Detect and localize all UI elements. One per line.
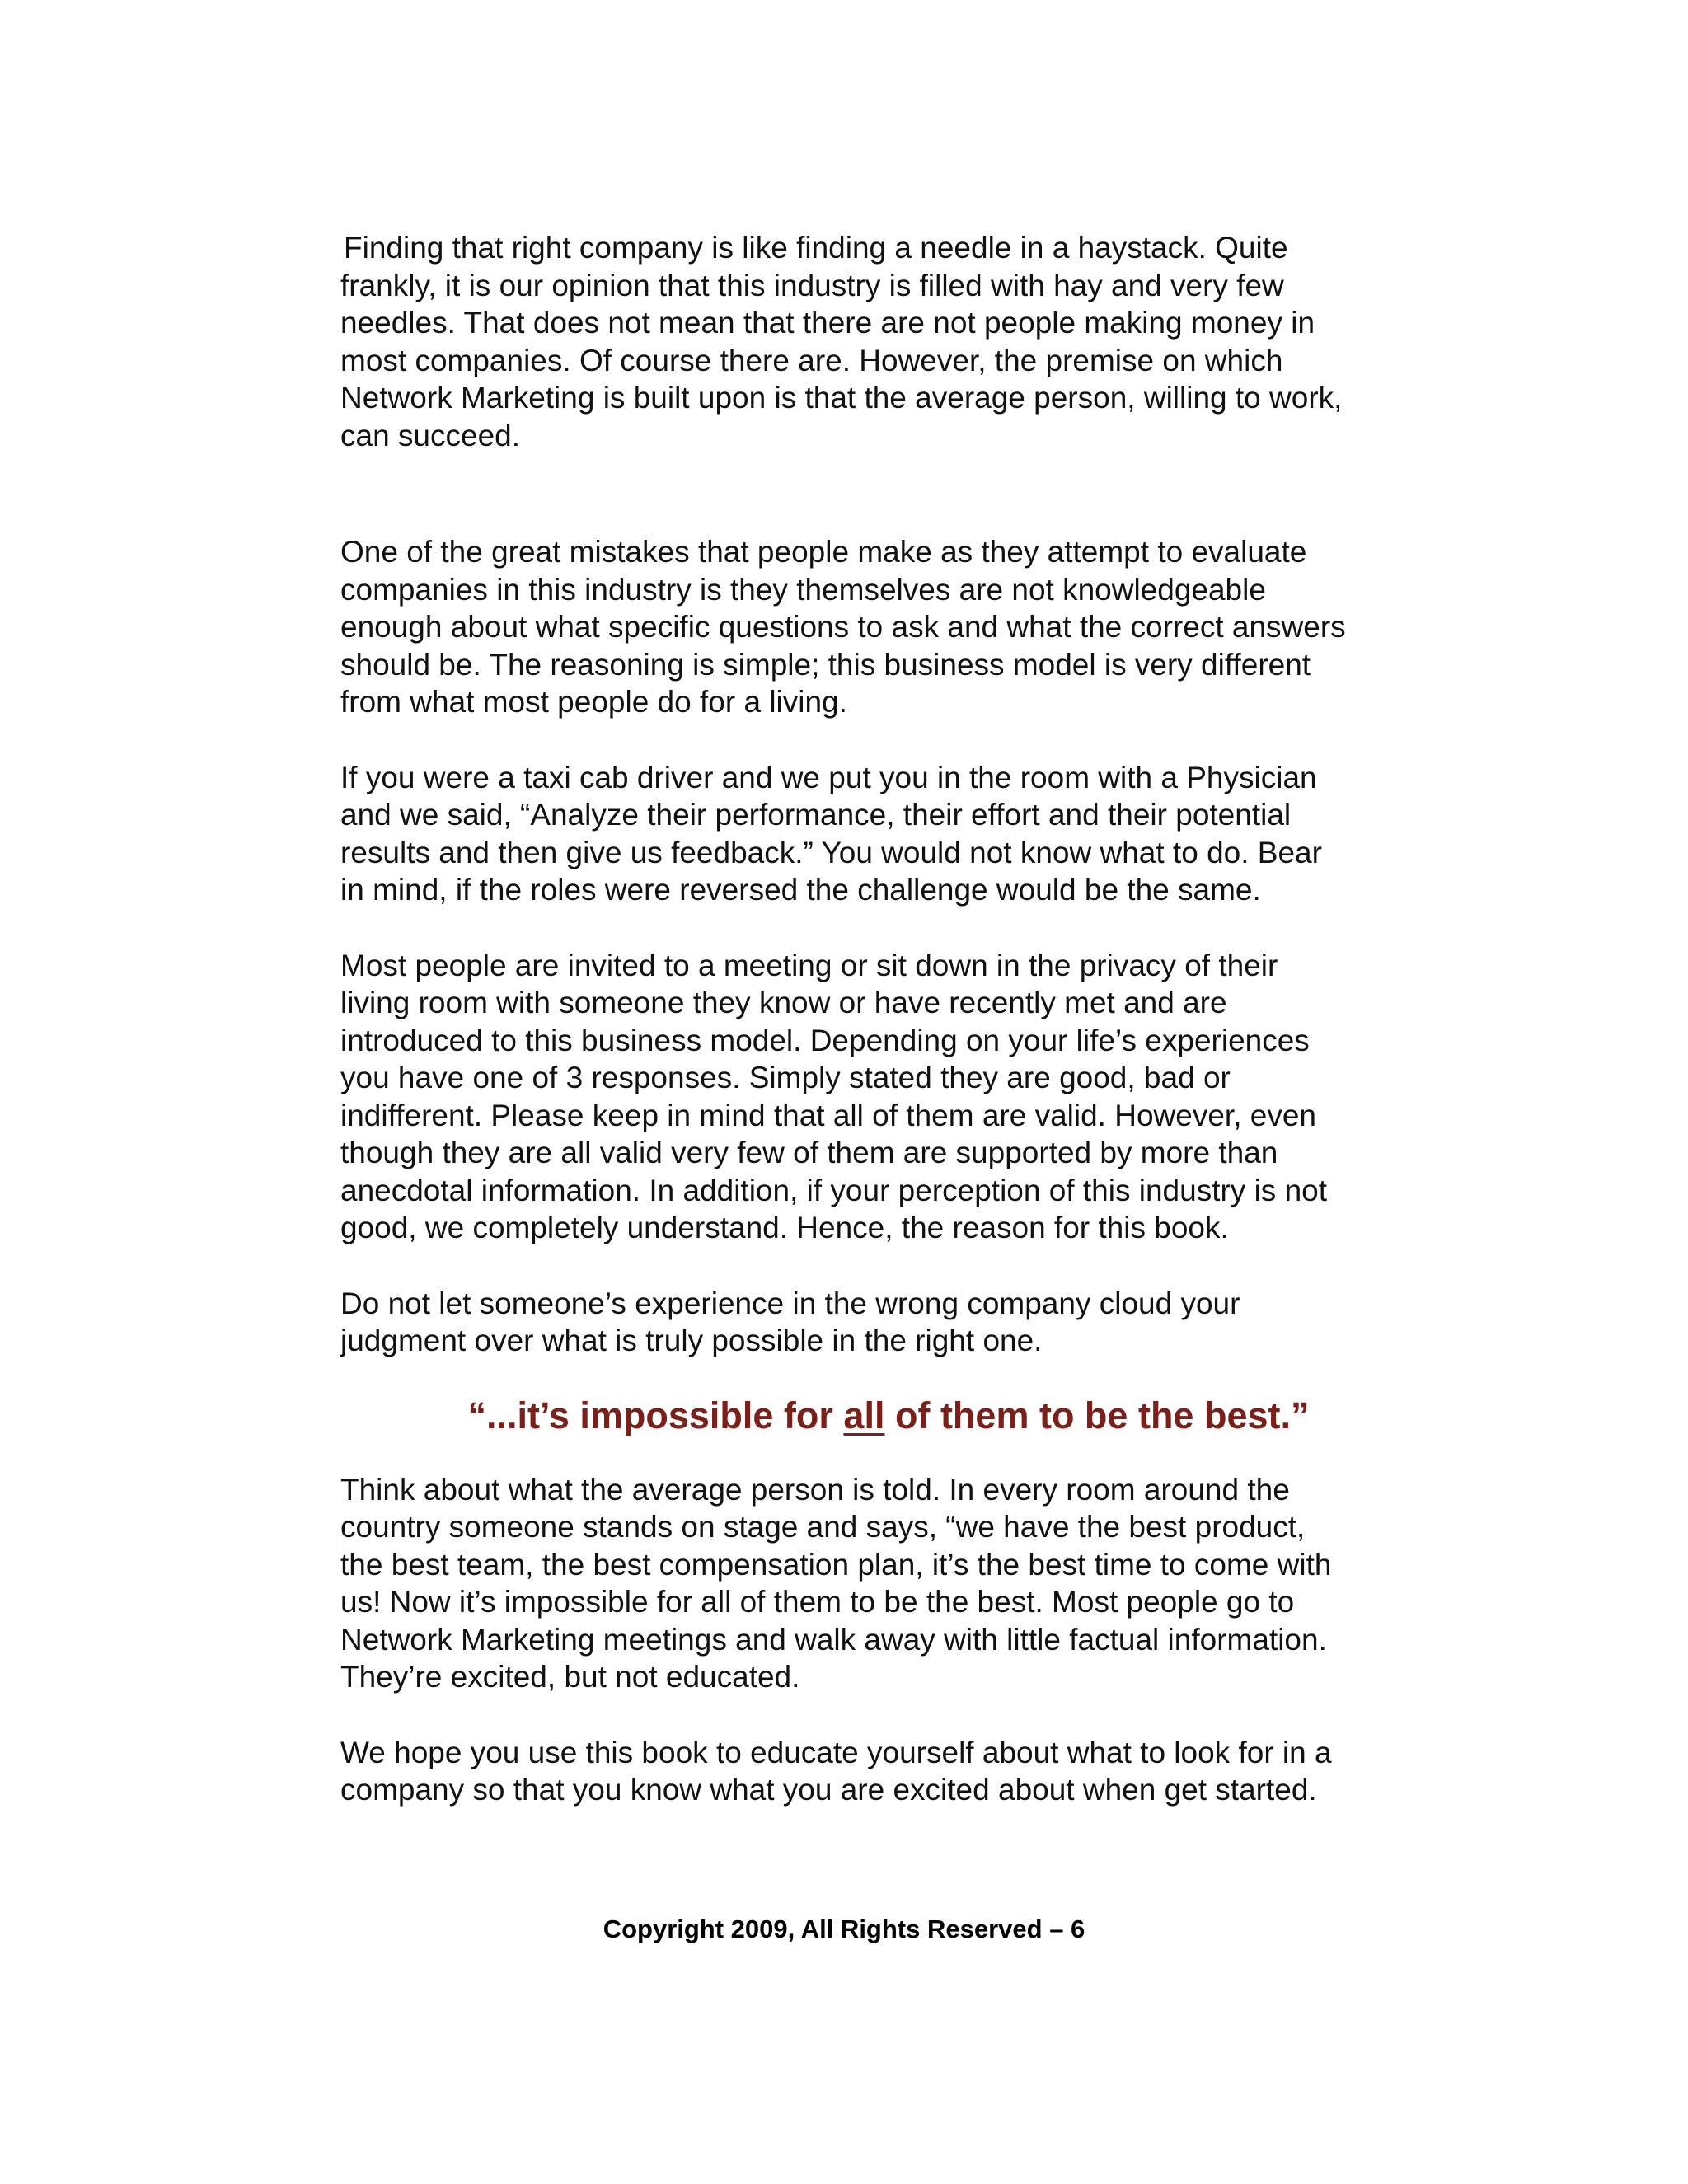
paragraph-3 <box>340 759 1437 909</box>
text-line: One of the great mistakes that people make as they attempt to evaluate <box>340 535 1307 569</box>
text-line: Do not let someone’s experience in the wrong company cloud your <box>340 1286 1240 1320</box>
paragraph-2 <box>340 533 1437 721</box>
paragraph-4 <box>340 947 1437 1247</box>
text-line: Network Marketing meetings and walk away with little factual information. <box>340 1622 1327 1657</box>
text-line: and we said, “Analyze their performance, their effort and their potential <box>340 798 1292 832</box>
pull-quote-after: of them to be the best.” <box>884 1394 1310 1436</box>
text-line: companies in this industry is they themselves are not knowledgeable <box>340 572 1266 607</box>
paragraph-5 <box>340 1285 1437 1360</box>
text-line: from what most people do for a living. <box>340 685 847 719</box>
text-line: in mind, if the roles were reversed the challenge would be the same. <box>340 873 1261 907</box>
text-line: If you were a taxi cab driver and we put you in the room with a Physician <box>340 760 1317 794</box>
pull-quote <box>340 1393 1437 1438</box>
text-line: anecdotal information. In addition, if your perception of this industry is not <box>340 1173 1328 1207</box>
pull-quote-before: “...it’s impossible for <box>467 1394 844 1436</box>
paragraph-7 <box>340 1734 1437 1809</box>
text-line: good, we completely understand. Hence, the reason for this book. <box>340 1211 1229 1244</box>
text-line: judgment over what is truly possible in the right one. <box>340 1324 1043 1357</box>
text-line: Most people are invited to a meeting or sit down in the privacy of their <box>340 948 1278 982</box>
page-body <box>340 229 1437 1809</box>
text-line: company so that you know what you are excited about when get started. <box>340 1773 1317 1807</box>
text-line: living room with someone they know or have recently met and are <box>340 986 1227 1019</box>
text-line: frankly, it is our opinion that this industry is filled with hay and very few <box>340 268 1284 302</box>
paragraph-1 <box>340 229 1437 454</box>
pull-quote-emphasis: all <box>843 1394 885 1436</box>
text-line: introduced to this business model. Depending on your life’s experiences <box>340 1023 1310 1057</box>
text-line: results and then give us feedback.” You would not know what to do. Bear <box>340 835 1322 869</box>
text-line: can succeed. <box>340 418 521 452</box>
text-line: We hope you use this book to educate yourself about what to look for in a <box>340 1735 1332 1769</box>
paragraph-6 <box>340 1471 1437 1696</box>
text-line: Think about what the average person is told. In every room around the <box>340 1472 1290 1507</box>
text-line: needles. That does not mean that there are not people making money in <box>340 306 1315 340</box>
text-line: though they are all valid very few of them are supported by more than <box>340 1136 1278 1169</box>
text-line: Network Marketing is built upon is that the average person, willing to work, <box>340 381 1343 415</box>
text-line: enough about what specific questions to ask and what the correct answers <box>340 610 1346 644</box>
text-line: most companies. Of course there are. However, the premise on which <box>340 343 1283 377</box>
text-line: Finding that right company is like finding a needle in a haystack. Quite <box>344 231 1288 265</box>
text-line: should be. The reasoning is simple; this business model is very different <box>340 647 1311 682</box>
page-footer-copyright: Copyright 2009, All Rights Reserved – 6 <box>603 1915 1085 1943</box>
text-line: the best team, the best compensation plan, it’s the best time to come with <box>340 1547 1332 1582</box>
text-line: indifferent. Please keep in mind that all of them are valid. However, even <box>340 1098 1316 1132</box>
text-line: They’re excited, but not educated. <box>340 1660 800 1694</box>
text-line: you have one of 3 responses. Simply stated they are good, bad or <box>340 1061 1231 1094</box>
text-line: us! Now it’s impossible for all of them to be the best. Most people go to <box>340 1585 1295 1619</box>
text-line: country someone stands on stage and says, “we have the best product, <box>340 1510 1306 1544</box>
